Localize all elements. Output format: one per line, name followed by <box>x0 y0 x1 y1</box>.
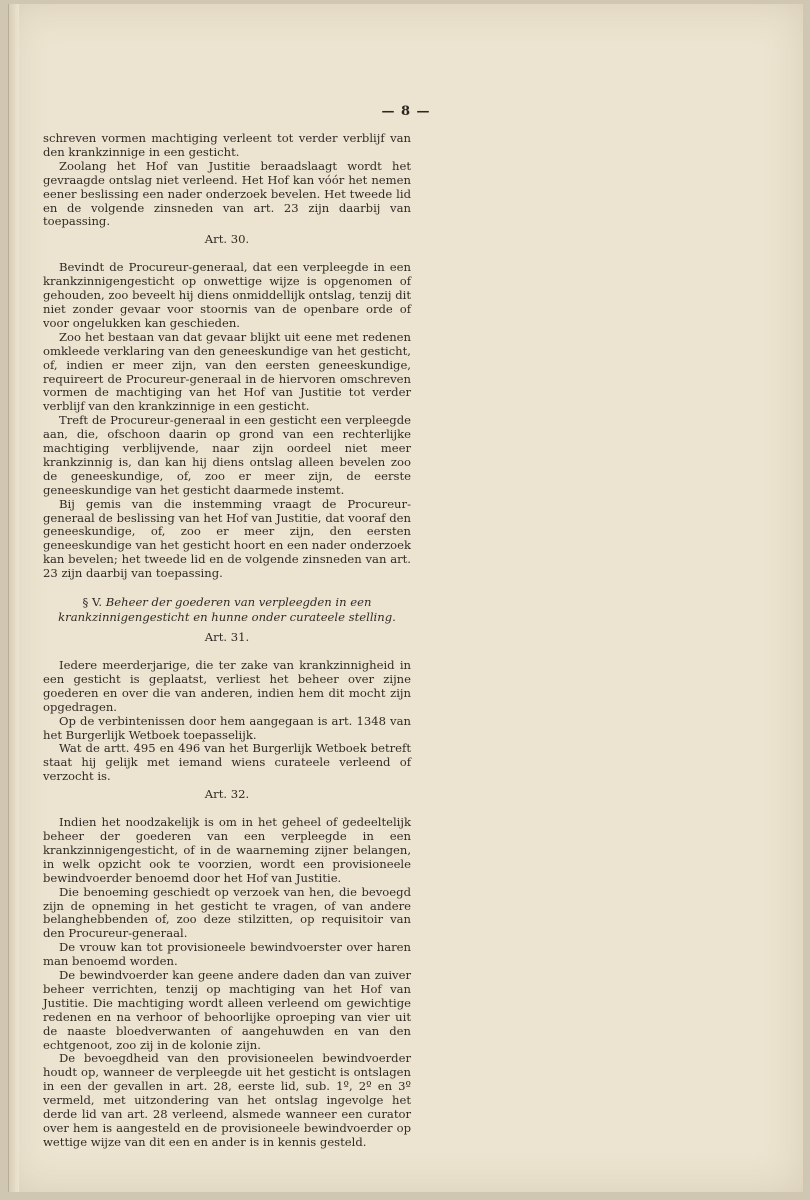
paragraph: Treft de Procureur-generaal in een gesticht een verpleegde aan, die, ofschoon daarin op grond van een rechterlijke machtiging verblijvende, naar zijn oordeel niet meer krankzinnig is, dan kan hij diens ontslag alleen bevelen zoo de geneeskundige, of, zoo er meer zijn, de eerste geneeskundige van het gesticht daarmede instemt. <box>43 413 411 497</box>
paragraph: Bevindt de Procureur-generaal, dat een verpleegde in een krankzinnigengesticht op onwettige wijze is opgenomen of gehouden, zoo beveelt hij diens onmiddellijk ontslag, tenzij dit niet zonder gevaar voor stoornis van de openbare orde of voor ongelukken kan geschieden. <box>43 260 411 330</box>
paragraph: Indien het noodzakelijk is om in het geheel of gedeeltelijk beheer der goederen van een verpleegde in een krankzinnigengesticht, of in de waarneming zijner belangen, in welk opzicht ook te voorzien, wordt een provisioneele bewindvoerder benoemd door het Hof van Justitie. <box>43 815 411 885</box>
paragraph: schreven vormen machtiging verleent tot verder verblijf van den krankzinnige in een gesticht. <box>43 131 411 159</box>
article-heading-31: Art. 31. <box>204 630 250 645</box>
paragraph: De vrouw kan tot provisioneele bewindvoerster over haren man benoemd worden. <box>43 940 411 969</box>
article-heading-30: Art. 30. <box>204 232 250 247</box>
paragraph: Iedere meerderjarige, die ter zake van krankzinnigheid in een gesticht is geplaatst, verliest het beheer over zijne goederen en over die van anderen, indien hem dit mocht zijn opgedragen. <box>43 658 411 714</box>
document-page <box>8 4 803 1192</box>
paragraph: Wat de artt. 495 en 496 van het Burgerlijk Wetboek betreft staat hij gelijk met iemand wiens curateele verleend of verzocht is. <box>43 741 411 784</box>
article-heading-32: Art. 32. <box>204 787 250 802</box>
paragraph: Op de verbintenissen door hem aangegaan is art. 1348 van het Burgerlijk Wetboek toepasselijk. <box>43 713 411 742</box>
paragraph: Die benoeming geschiedt op verzoek van hen, die bevoegd zijn de opneming in het gesticht te vragen, of van andere belanghebbenden of, zoo deze stilzitten, op requisitoir van den Procureur-generaal. <box>43 884 411 941</box>
paragraph: De bewindvoerder kan geene andere daden dan van zuiver beheer verrichten, tenzij op machtiging van het Hof van Justitie. Die machtiging wordt alleen verleend om gewichtige redenen en na verhoor of behoorlijke oproeping van vier uit de naaste bloedverwanten of aangehuwden en van den echtgenoot, zoo zij in de kolonie zijn. <box>43 968 411 1052</box>
paragraph: Bij gemis van die instemming vraagt de Procureur-generaal de beslissing van het Hof van Justitie, dat vooraf den geneeskundige, of, zoo er meer zijn, den eersten geneeskundige van het gesticht hoort en een nader onderzoek kan bevelen; het tweede lid en de volgende zinsneden van art. 23 zijn daarbij van toepassing. <box>43 496 412 581</box>
paragraph: De bevoegdheid van den provisioneelen bewindvoerder houdt op, wanneer de verpleegde uit het gesticht is ontslagen in een der gevallen in art. 28, eerste lid, sub. 1º, 2º en 3º vermeld, met uitzondering van het ontslag ingevolge het derde lid van art. 28 verleend, alsmede wanneer een curator over hem is aangesteld en de provisioneele bewindvoerder op wettige wijze van dit een en ander is in kennis gesteld. <box>43 1051 411 1149</box>
page-number: — 8 — <box>381 104 431 119</box>
section-symbol: § V. <box>82 595 103 610</box>
paragraph: Zoolang het Hof van Justitie beraadslaagt wordt het gevraagde ontslag niet verleend. Het Hof kan vóór het nemen eener beslissing een nader onderzoek bevelen. Het tweede lid en de volgende zinsneden van art. 23 zijn daarbij van toepassing. <box>43 158 411 229</box>
text-column <box>43 132 411 1150</box>
paragraph: Zoo het bestaan van dat gevaar blijkt uit eene met redenen omkleede verklaring van den geneeskundige van het gesticht, of, indien er meer zijn, van den eersten geneeskundige, requireert de Procureur-generaal in de hiervoren omschreven vormen de machtiging van het Hof van Justitie tot verder verblijf van den krankzinnige in een gesticht. <box>43 329 411 414</box>
section-title: Beheer der goederen van verpleegden in een krankzinnigengesticht en hunne onder curateele stelling. <box>58 595 396 625</box>
section-heading <box>43 595 411 625</box>
page-gutter-shadow <box>9 4 19 1192</box>
